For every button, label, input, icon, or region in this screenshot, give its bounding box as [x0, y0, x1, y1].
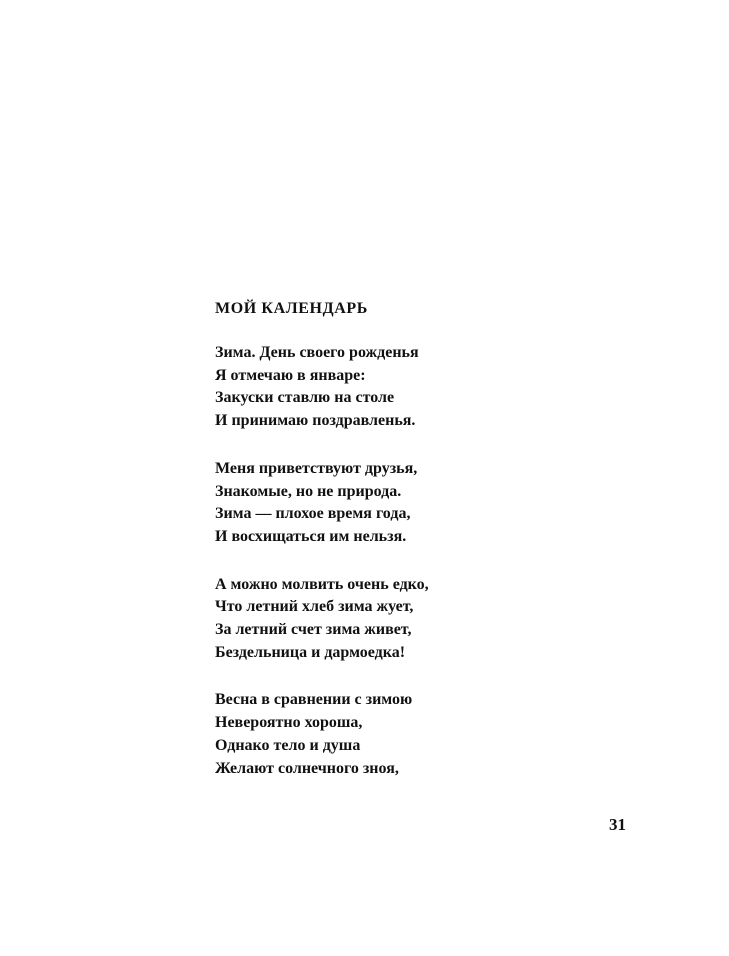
poem-line: Невероятно хороша,	[215, 714, 363, 732]
stanza-4	[215, 689, 635, 780]
stanza-3	[215, 574, 635, 665]
poem-line: Знакомые, но не природа.	[215, 482, 402, 500]
poem-line: Однако тело и душа	[215, 736, 361, 754]
stanza-2	[215, 458, 635, 549]
poem	[215, 298, 635, 805]
poem-line: Меня приветствуют друзья,	[215, 459, 418, 477]
poem-line: А можно молвить очень едко,	[215, 575, 429, 593]
poem-line: Весна в сравнении с зимою	[215, 691, 413, 709]
poem-line: И принимаю поздравленья.	[215, 412, 416, 430]
poem-title: МОЙ КАЛЕНДАРЬ	[215, 300, 368, 317]
poem-line: Закуски ставлю на столе	[215, 389, 395, 407]
poem-line: Желают солнечного зноя,	[215, 759, 399, 777]
page-number: 31	[609, 815, 626, 834]
poem-line: И восхищаться им нельзя.	[215, 527, 407, 545]
poem-line: Я отмечаю в январе:	[215, 366, 366, 384]
poem-line: Что летний хлеб зима жует,	[215, 598, 414, 616]
poem-line: Бездельница и дармоедка!	[215, 643, 406, 661]
stanza-1	[215, 342, 635, 433]
poem-line: За летний счет зима живет,	[215, 621, 412, 639]
poem-line: Зима. День своего рожденья	[215, 344, 419, 361]
poem-line: Зима — плохое время года,	[215, 505, 411, 523]
